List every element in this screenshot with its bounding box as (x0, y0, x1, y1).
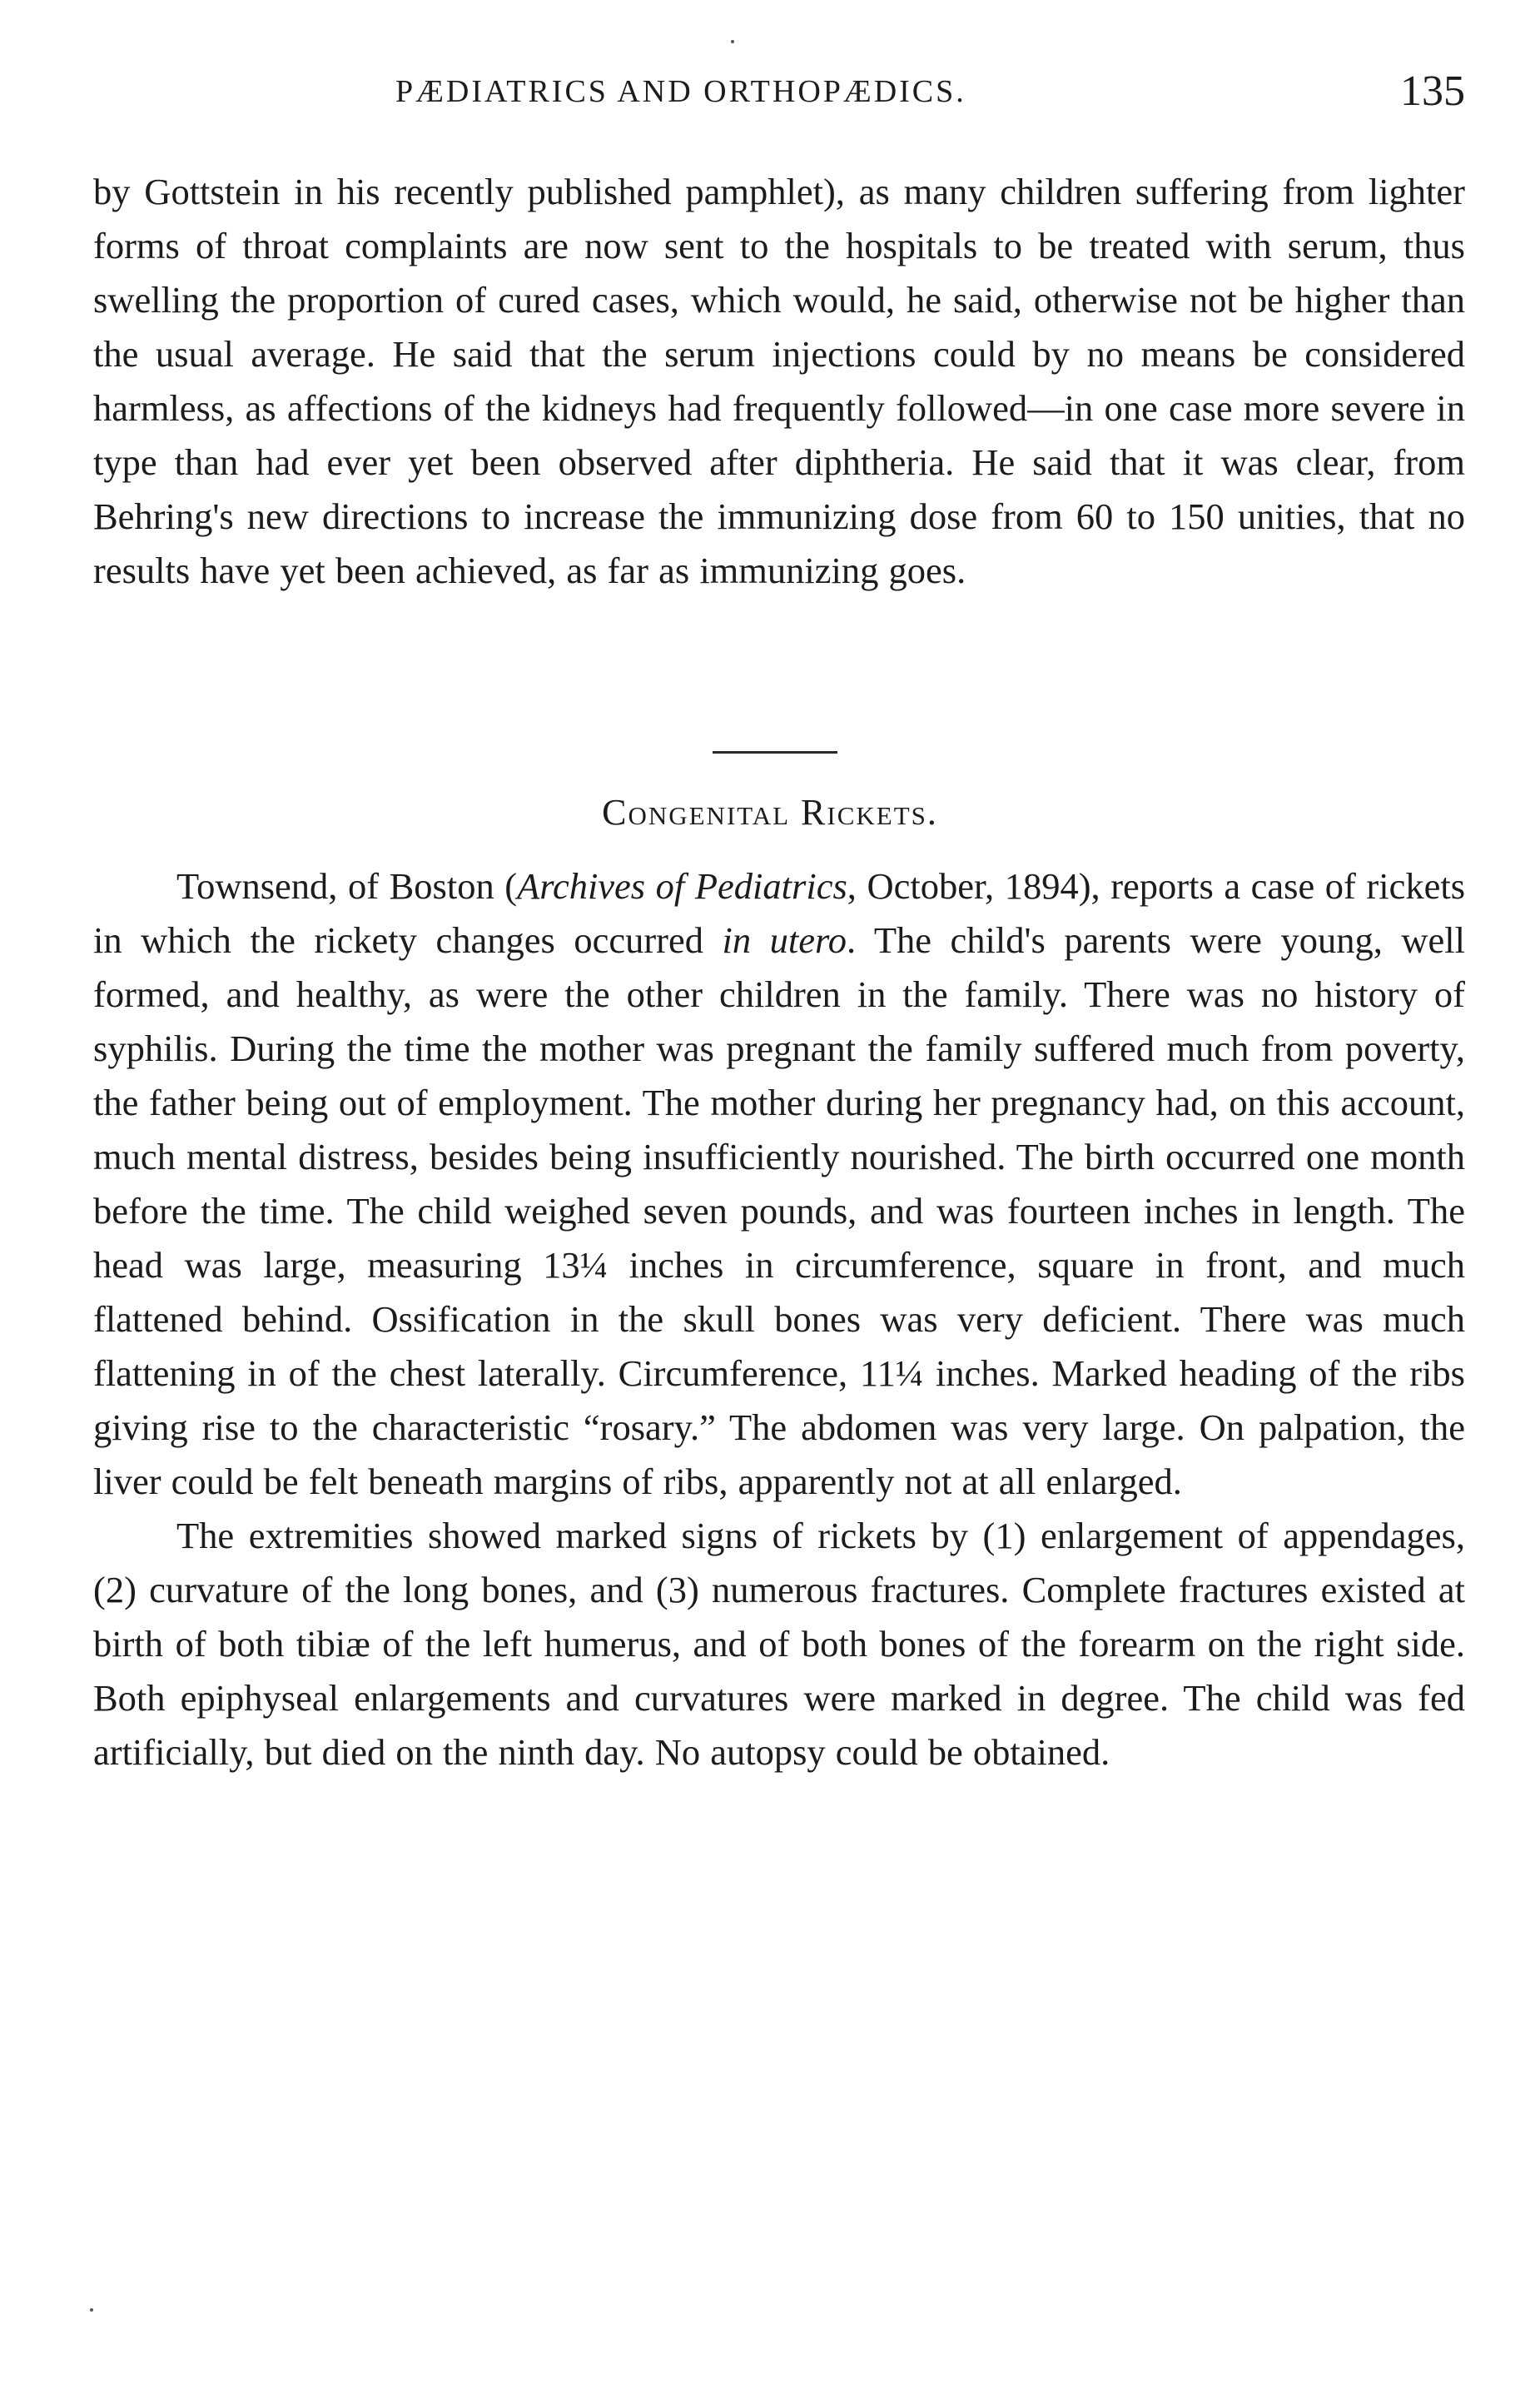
section-divider (713, 751, 837, 754)
paragraph-citation-text: , October, 1894), reports a case of rickets in which the rickety changes occurred (93, 865, 1466, 961)
print-speck (90, 2308, 93, 2312)
page-number: 135 (1400, 67, 1465, 115)
journal-title: Archives of Pediatrics (517, 865, 847, 907)
print-speck (731, 40, 734, 43)
paragraph-lead-text: Townsend, of Boston ( (176, 865, 518, 907)
running-head (96, 58, 1465, 125)
text-block-section (93, 859, 1465, 1779)
paragraph-continued: by Gottstein in his recently published pamphlet), as many children suffering from lighter forms of throat complaints are now sent to the hospitals to be treated with serum, thus swelling the proportion of cured cases, which would, he said, otherwise not be higher than the usual average. He said that the serum injections could by no means be considered harmless, as affections of the kidneys had frequently followed—in one case more severe in type than had ever yet been observed after diphtheria. He said that it was clear, from Behring's new directions to increase the immunizing dose from 60 to 150 unities, that no results have yet been achieved, as far as immunizing goes. (93, 171, 1465, 591)
paragraph-extremities: The extremities showed marked signs of rickets by (1) enlargement of appendages, (2) curvature of the long bones, and (3) numerous fractures. Complete fractures existed at birth of both tibiæ of the left humerus, and of both bones of the forearm on the right side. Both epiphyseal enlargements and curvatures were marked in degree. The child was fed artificially, but died on the ninth day. No autopsy could be obtained. (93, 1515, 1465, 1773)
running-title: PÆDIATRICS AND ORTHOPÆDICS. (395, 74, 966, 109)
paragraph-body-text: . The child's parents were young, well formed, and healthy, as were the other children in the family. There was no history of syphilis. During the time the mother was pregnant the family suffered much from poverty, the father being out of employment. The mother during her pregnancy had, on this account, much mental distress, besides being insufficiently nourished. The birth occurred one month before the time. The child weighed seven pounds, and was fourteen inches in length. The head was large, measuring 13¼ inches in circumference, square in front, and much flattened behind. Ossification in the skull bones was very deficient. There was much flattening in of the chest laterally. Circumference, 11¼ inches. Marked heading of the ribs giving rise to the characteristic “rosary.” The abdomen was very large. On palpation, the liver could be felt beneath margins of ribs, apparently not at all enlarged. (93, 919, 1465, 1502)
latin-phrase: in utero (722, 919, 847, 961)
text-block-continuation (93, 165, 1465, 598)
section-heading: Congenital Rickets. (602, 792, 938, 833)
paragraph-case-report (93, 859, 1465, 1509)
